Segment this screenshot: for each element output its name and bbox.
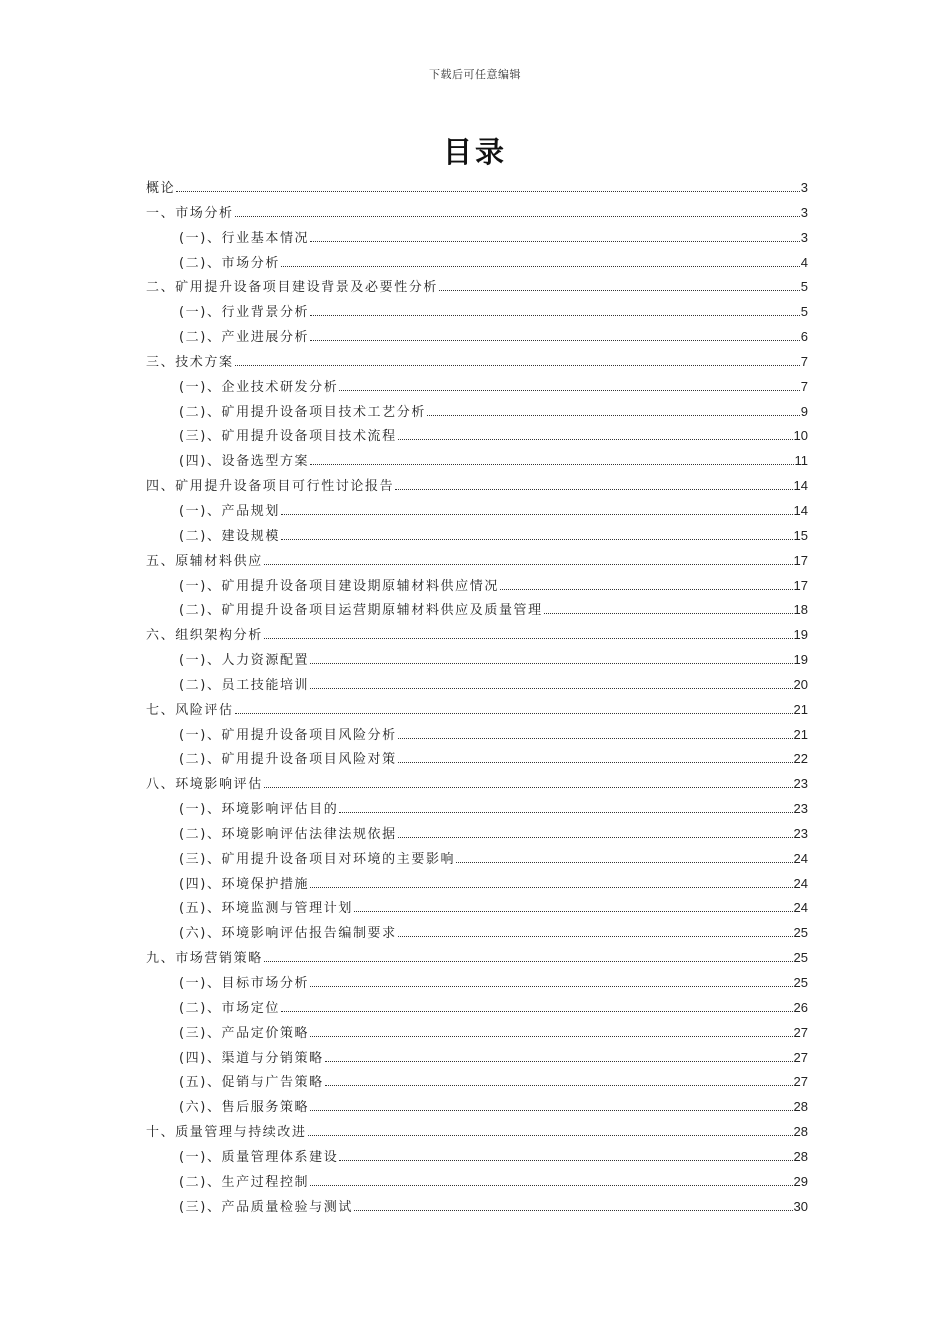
toc-entry-page: 3 — [800, 229, 808, 245]
toc-dot-leader — [310, 662, 792, 664]
toc-entry[interactable] — [146, 723, 808, 748]
toc-entry-title: (二)、矿用提升设备项目风险对策 — [179, 752, 397, 768]
toc-dot-leader — [264, 563, 793, 565]
toc-entry[interactable] — [146, 375, 808, 400]
toc-entry-title: (一)、矿用提升设备项目风险分析 — [179, 727, 397, 743]
toc-dot-leader — [398, 836, 793, 838]
toc-entry[interactable] — [146, 1046, 808, 1071]
toc-dot-leader — [281, 265, 800, 267]
toc-entry[interactable] — [146, 847, 808, 872]
toc-entry[interactable] — [146, 300, 808, 325]
toc-entry-title: (二)、矿用提升设备项目技术工艺分析 — [179, 404, 426, 420]
toc-entry-page: 17 — [793, 552, 808, 568]
toc-entry-title: (四)、环境保护措施 — [179, 876, 310, 892]
toc-entry[interactable] — [146, 996, 808, 1021]
toc-entry-title: (一)、行业基本情况 — [179, 230, 310, 246]
toc-entry-page: 28 — [793, 1099, 808, 1115]
toc-dot-leader — [235, 712, 793, 714]
toc-entry-title: 五、原辅材料供应 — [146, 553, 263, 569]
toc-entry-page: 28 — [793, 1124, 808, 1140]
toc-entry-page: 27 — [793, 1024, 808, 1040]
toc-entry-title: (一)、人力资源配置 — [179, 653, 310, 669]
toc-dot-leader — [310, 687, 792, 689]
toc-entry-page: 15 — [793, 527, 808, 543]
toc-entry-title: 八、环境影响评估 — [146, 777, 263, 793]
toc-entry[interactable] — [146, 549, 808, 574]
toc-entry-title: (三)、矿用提升设备项目对环境的主要影响 — [179, 851, 456, 867]
toc-dot-leader — [310, 314, 800, 316]
toc-entry-page: 11 — [794, 453, 808, 469]
toc-entry-title: (二)、生产过程控制 — [179, 1174, 310, 1190]
toc-entry[interactable] — [146, 747, 808, 772]
toc-dot-leader — [398, 761, 793, 763]
toc-entry-page: 10 — [793, 428, 808, 444]
page-title: 目录 — [442, 135, 507, 169]
toc-entry-title: (五)、环境监测与管理计划 — [179, 901, 353, 917]
toc-entry-page: 22 — [793, 751, 808, 767]
table-of-contents — [146, 176, 808, 1219]
toc-dot-leader — [439, 289, 800, 291]
toc-entry-page: 19 — [793, 652, 808, 668]
toc-entry-page: 27 — [793, 1074, 808, 1090]
toc-entry[interactable] — [146, 325, 808, 350]
toc-dot-leader — [310, 1035, 792, 1037]
toc-dot-leader — [310, 1109, 792, 1111]
toc-entry-title: (一)、环境影响评估目的 — [179, 802, 339, 818]
toc-entry-title: 七、风险评估 — [146, 702, 234, 718]
toc-entry[interactable] — [146, 598, 808, 623]
toc-entry[interactable] — [146, 623, 808, 648]
toc-entry-title: 四、矿用提升设备项目可行性讨论报告 — [146, 479, 395, 495]
toc-dot-leader — [264, 786, 793, 788]
toc-dot-leader — [500, 588, 793, 590]
toc-dot-leader — [398, 438, 793, 440]
toc-entry-page: 5 — [800, 304, 808, 320]
toc-entry[interactable] — [146, 946, 808, 971]
toc-entry[interactable] — [146, 251, 808, 276]
toc-dot-leader — [308, 1134, 793, 1136]
toc-entry[interactable] — [146, 648, 808, 673]
toc-dot-leader — [354, 910, 793, 912]
toc-entry[interactable] — [146, 1145, 808, 1170]
toc-dot-leader — [395, 488, 792, 490]
toc-entry-title: 二、矿用提升设备项目建设背景及必要性分析 — [146, 280, 439, 296]
toc-dot-leader — [544, 612, 793, 614]
toc-dot-leader — [339, 1159, 792, 1161]
toc-entry-title: 九、市场营销策略 — [146, 951, 263, 967]
toc-entry-page: 25 — [793, 975, 808, 990]
toc-dot-leader — [354, 1209, 793, 1211]
toc-dot-leader — [310, 240, 800, 242]
toc-entry-title: (三)、产品定价策略 — [179, 1025, 310, 1041]
toc-entry-title: (一)、产品规划 — [179, 503, 280, 519]
toc-entry[interactable] — [146, 772, 808, 797]
toc-entry-page: 25 — [793, 950, 808, 966]
toc-entry[interactable] — [146, 921, 808, 946]
toc-entry-title: 概论 — [146, 181, 176, 196]
toc-entry-page: 7 — [800, 353, 808, 369]
toc-entry-title: (二)、产业进展分析 — [179, 330, 310, 346]
toc-entry-page: 29 — [793, 1173, 808, 1189]
toc-entry-page: 3 — [800, 180, 808, 195]
toc-entry-page: 20 — [793, 676, 808, 692]
toc-entry-title: 一、市场分析 — [146, 205, 234, 221]
toc-entry[interactable] — [146, 1095, 808, 1120]
toc-entry[interactable] — [146, 449, 808, 474]
toc-entry[interactable] — [146, 574, 808, 599]
toc-dot-leader — [339, 811, 792, 813]
toc-entry-page: 21 — [793, 701, 808, 717]
toc-entry[interactable] — [146, 797, 808, 822]
toc-dot-leader — [310, 339, 800, 341]
toc-dot-leader — [235, 215, 800, 217]
toc-entry-page: 30 — [793, 1198, 808, 1214]
toc-entry[interactable] — [146, 474, 808, 499]
toc-entry[interactable] — [146, 499, 808, 524]
toc-entry-page: 27 — [793, 1049, 808, 1065]
toc-entry-page: 14 — [793, 502, 808, 518]
toc-dot-leader — [398, 935, 793, 937]
toc-entry[interactable] — [146, 822, 808, 847]
toc-entry[interactable] — [146, 1021, 808, 1046]
toc-entry[interactable] — [146, 350, 808, 375]
toc-entry[interactable] — [146, 872, 808, 897]
toc-entry-title: (三)、产品质量检验与测试 — [179, 1199, 353, 1215]
toc-dot-leader — [310, 985, 792, 987]
toc-entry-page: 24 — [793, 900, 808, 916]
toc-entry-title: (一)、企业技术研发分析 — [179, 379, 339, 395]
toc-dot-leader — [310, 1184, 792, 1186]
toc-dot-leader — [325, 1084, 793, 1086]
toc-entry-title: (二)、建设规模 — [179, 528, 280, 544]
toc-entry-page: 23 — [793, 801, 808, 817]
toc-entry[interactable] — [146, 226, 808, 251]
toc-entry[interactable] — [146, 1170, 808, 1195]
toc-entry-title: 六、组织架构分析 — [146, 628, 263, 644]
toc-entry-page: 6 — [800, 329, 808, 345]
toc-entry-page: 24 — [793, 875, 808, 891]
toc-dot-leader — [339, 389, 799, 391]
toc-entry-page: 23 — [793, 825, 808, 841]
toc-entry-title: 三、技术方案 — [146, 354, 234, 370]
toc-entry-page: 4 — [800, 254, 808, 270]
toc-entry-title: (六)、环境影响评估报告编制要求 — [179, 926, 397, 942]
toc-entry-title: 十、质量管理与持续改进 — [146, 1125, 307, 1141]
toc-entry-title: (二)、员工技能培训 — [179, 677, 310, 693]
toc-dot-leader — [310, 463, 793, 465]
toc-dot-leader — [264, 960, 793, 962]
toc-entry[interactable] — [146, 524, 808, 549]
toc-entry-title: (四)、渠道与分销策略 — [179, 1050, 324, 1066]
toc-dot-leader — [235, 364, 800, 366]
toc-entry-page: 23 — [793, 776, 808, 792]
toc-entry-page: 18 — [793, 602, 808, 618]
toc-entry[interactable] — [146, 673, 808, 698]
toc-entry-page: 3 — [800, 204, 808, 220]
toc-entry-page: 24 — [793, 850, 808, 866]
toc-dot-leader — [264, 637, 793, 639]
toc-entry[interactable] — [146, 424, 808, 449]
toc-entry-title: (三)、矿用提升设备项目技术流程 — [179, 429, 397, 445]
toc-entry-title: (六)、售后服务策略 — [179, 1100, 310, 1116]
toc-entry[interactable] — [146, 1070, 808, 1095]
toc-entry[interactable] — [146, 971, 808, 996]
toc-entry[interactable] — [146, 201, 808, 226]
toc-dot-leader — [281, 513, 793, 515]
toc-entry-title: (一)、目标市场分析 — [179, 976, 310, 991]
toc-entry-page: 14 — [793, 478, 808, 494]
toc-entry-title: (二)、市场定位 — [179, 1000, 280, 1016]
toc-entry-page: 26 — [793, 999, 808, 1015]
toc-entry[interactable] — [146, 400, 808, 425]
toc-dot-leader — [325, 1060, 793, 1062]
toc-entry-page: 5 — [800, 279, 808, 295]
toc-entry-title: (一)、质量管理体系建设 — [179, 1149, 339, 1165]
toc-dot-leader — [310, 886, 792, 888]
toc-dot-leader — [281, 538, 793, 540]
toc-entry-title: (二)、环境影响评估法律法规依据 — [179, 826, 397, 842]
toc-entry-title: (四)、设备选型方案 — [179, 454, 310, 470]
toc-entry[interactable] — [146, 275, 808, 300]
toc-entry[interactable] — [146, 896, 808, 921]
toc-entry[interactable] — [146, 1195, 808, 1220]
toc-dot-leader — [176, 190, 800, 192]
toc-dot-leader — [456, 861, 792, 863]
toc-dot-leader — [427, 414, 800, 416]
toc-entry-title: (五)、促销与广告策略 — [179, 1075, 324, 1091]
toc-entry-page: 17 — [793, 577, 808, 593]
toc-entry[interactable] — [146, 1120, 808, 1145]
toc-entry[interactable] — [146, 698, 808, 723]
toc-entry-page: 7 — [800, 378, 808, 394]
toc-entry-page: 28 — [793, 1148, 808, 1164]
toc-entry-title: (一)、矿用提升设备项目建设期原辅材料供应情况 — [179, 578, 499, 594]
toc-entry-title: (二)、矿用提升设备项目运营期原辅材料供应及质量管理 — [179, 603, 543, 619]
toc-entry-page: 25 — [793, 925, 808, 941]
toc-entry-page: 9 — [800, 403, 808, 419]
toc-dot-leader — [281, 1010, 793, 1012]
toc-entry-title: (二)、市场分析 — [179, 255, 280, 271]
toc-entry-title: (一)、行业背景分析 — [179, 305, 310, 321]
page-header: 下载后可任意编辑 — [429, 68, 521, 81]
toc-entry-page: 19 — [793, 627, 808, 643]
toc-dot-leader — [398, 737, 793, 739]
toc-entry-page: 21 — [793, 726, 808, 742]
toc-entry[interactable] — [146, 176, 808, 201]
